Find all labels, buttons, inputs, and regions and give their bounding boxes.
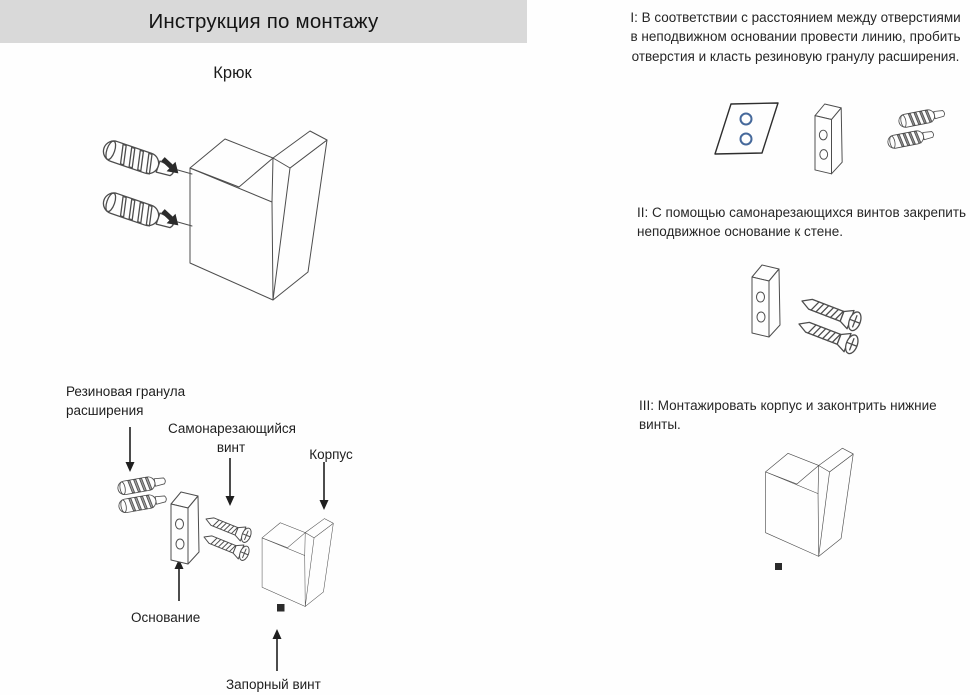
base-plate-icon	[752, 265, 780, 337]
hook-body-drawing	[766, 448, 854, 556]
wall-plug-icon	[118, 492, 168, 514]
label-body: Корпус	[309, 447, 353, 462]
callout-arrow-up-icon	[273, 629, 282, 671]
step-3-drawing	[750, 435, 880, 590]
step-2-drawing	[740, 255, 880, 390]
page-title: Инструкция по монтажу	[148, 9, 379, 33]
callout-arrow-down-icon	[126, 427, 135, 472]
label-self-tapping-screw: Самонарезающийся винт	[168, 421, 296, 455]
locking-screw-icon	[775, 563, 782, 570]
wall-plug-icon	[117, 474, 167, 496]
wall-plug-icon	[887, 128, 935, 150]
header-bar	[0, 0, 527, 43]
hook-body-drawing	[190, 131, 327, 300]
step-3-text: III: Монтажировать корпус и законтрить нижние винты.	[639, 398, 937, 433]
base-plate-icon	[815, 104, 842, 174]
callout-arrow-down-icon	[226, 458, 235, 506]
marking-template-icon	[715, 103, 778, 154]
step-1-text: I: В соответствии с расстоянием между отверстиями в неподвижном основании провести линию, пробить отверстия и класть резиновую гранулу расширения.	[630, 10, 961, 64]
label-locking-screw: Запорный винт	[226, 677, 321, 692]
hook-body-drawing	[262, 519, 333, 607]
drill-hole-icon	[741, 114, 752, 125]
label-expansion-plug: Резиновая гранула расширения	[66, 384, 186, 418]
drill-hole-icon	[741, 134, 752, 145]
label-base: Основание	[131, 610, 201, 625]
locking-screw-icon	[277, 604, 285, 612]
wall-plug-icon	[898, 107, 946, 129]
hook-assembly-drawing	[95, 110, 340, 320]
callout-arrow-up-icon	[175, 559, 184, 601]
base-plate-icon	[171, 492, 199, 564]
step-2-text: II: С помощью самонарезающихся винтов закрепить неподвижное основание к стене.	[637, 205, 967, 240]
step-1-drawing	[695, 95, 960, 180]
product-title: Крюк	[213, 64, 252, 82]
callout-arrow-down-icon	[320, 462, 329, 510]
